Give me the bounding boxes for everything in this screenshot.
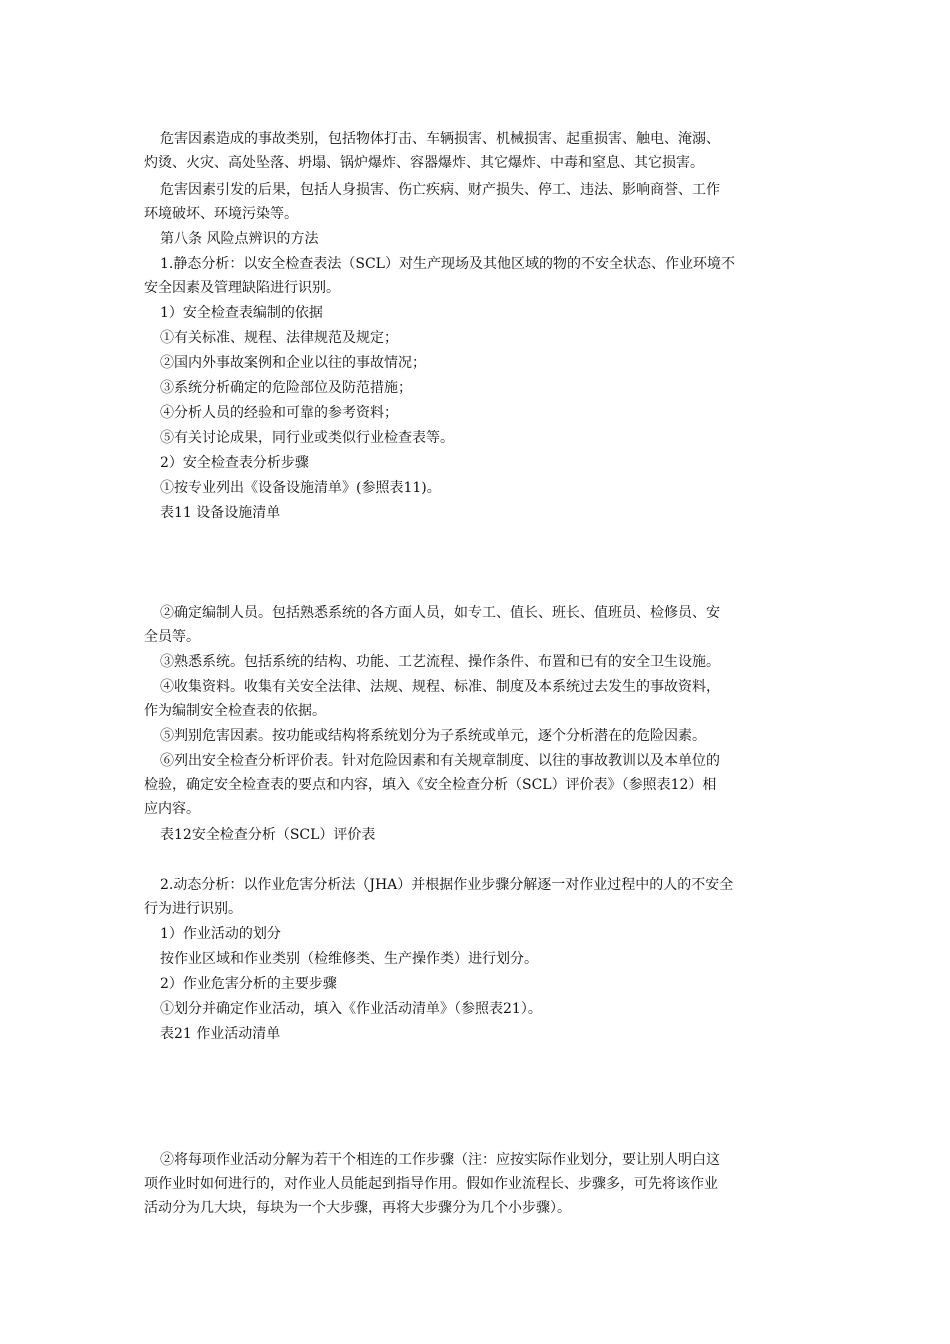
table-21-caption: 表21 作业活动清单 [160,1026,281,1042]
list-item-2: ②国内外事故案例和企业以往的事故情况； [160,355,426,371]
step-6-line2: 检验，确定安全检查表的要点和内容，填入《安全检查分析（SCL）评价表》（参照表12）相 [144,777,717,793]
step-6-line1: ⑥列出安全检查分析评价表。针对危险因素和有关规章制度、以往的事故教训以及本单位的 [160,753,720,769]
article-eight-heading: 第八条 风险点辨识的方法 [160,231,319,247]
step-3: ③熟悉系统。包括系统的结构、功能、工艺流程、操作条件、布置和已有的安全卫生设施。 [160,654,720,670]
step-4-line1: ④收集资料。收集有关安全法律、法规、规程、标准、制度及本系统过去发生的事故资料， [160,679,720,695]
activity-division-text: 按作业区域和作业类别（检维修类、生产操作类）进行划分。 [160,951,538,967]
para-consequences-line1: 危害因素引发的后果，包括人身损害、伤亡疾病、财产损失、停工、违法、影响商誉、工作 [160,182,720,198]
list-item-5: ⑤有关讨论成果，同行业或类似行业检查表等。 [160,430,454,446]
jha-step-2-line3: 活动分为几大块，每块为一个大步骤，再将大步骤分为几个小步骤）。 [144,1200,571,1216]
static-analysis-line2: 安全因素及管理缺陷进行识别。 [144,280,340,296]
jha-step-2-line2: 项作业时如何进行的，对作业人员能起到指导作用。假如作业流程长、步骤多，可先将该作业 [144,1176,718,1192]
dynamic-analysis-line2: 行为进行识别。 [144,901,242,917]
list-item-1: ①有关标准、规程、法律规范及规定； [160,330,398,346]
step-2-line2: 全员等。 [144,629,200,645]
list-item-4: ④分析人员的经验和可靠的参考资料； [160,405,398,421]
table-12-caption: 表12安全检查分析（SCL）评价表 [160,827,376,843]
para-accident-types-line2: 灼烫、火灾、高处坠落、坍塌、锅炉爆炸、容器爆炸、其它爆炸、中毒和窒息、其它损害。 [144,155,704,171]
dynamic-analysis-line1: 2.动态分析：以作业危害分析法（JHA）并根据作业步骤分解逐一对作业过程中的人的不安全 [160,877,734,893]
step-6-line3: 应内容。 [144,801,200,817]
para-consequences-line2: 环境破坏、环境污染等。 [144,206,298,222]
step-1: ①按专业列出《设备设施清单》(参照表11)。 [160,480,441,496]
jha-steps-heading: 2）作业危害分析的主要步骤 [160,976,337,992]
para-accident-types-line1: 危害因素造成的事故类别，包括物体打击、车辆损害、机械损害、起重损害、触电、淹溺、 [160,131,720,147]
static-analysis-line1: 1.静态分析：以安全检查表法（SCL）对生产现场及其他区域的物的不安全状态、作业环境不 [160,256,735,272]
checklist-steps-heading: 2）安全检查表分析步骤 [160,455,309,471]
step-4-line2: 作为编制安全检查表的依据。 [144,703,326,719]
step-5: ⑤判别危害因素。按功能或结构将系统划分为子系统或单元，逐个分析潜在的危险因素。 [160,728,706,744]
list-item-3: ③系统分析确定的危险部位及防范措施； [160,380,412,396]
jha-step-2-line1: ②将每项作业活动分解为若干个相连的工作步骤（注：应按实际作业划分，要让别人明白这 [160,1152,720,1168]
table-11-caption: 表11 设备设施清单 [160,505,281,521]
activity-division-heading: 1）作业活动的划分 [160,926,281,942]
jha-step-1: ①划分并确定作业活动，填入《作业活动清单》（参照表21）。 [160,1001,542,1017]
checklist-basis-heading: 1）安全检查表编制的依据 [160,305,323,321]
step-2-line1: ②确定编制人员。包括熟悉系统的各方面人员，如专工、值长、班长、值班员、检修员、安 [160,605,720,621]
